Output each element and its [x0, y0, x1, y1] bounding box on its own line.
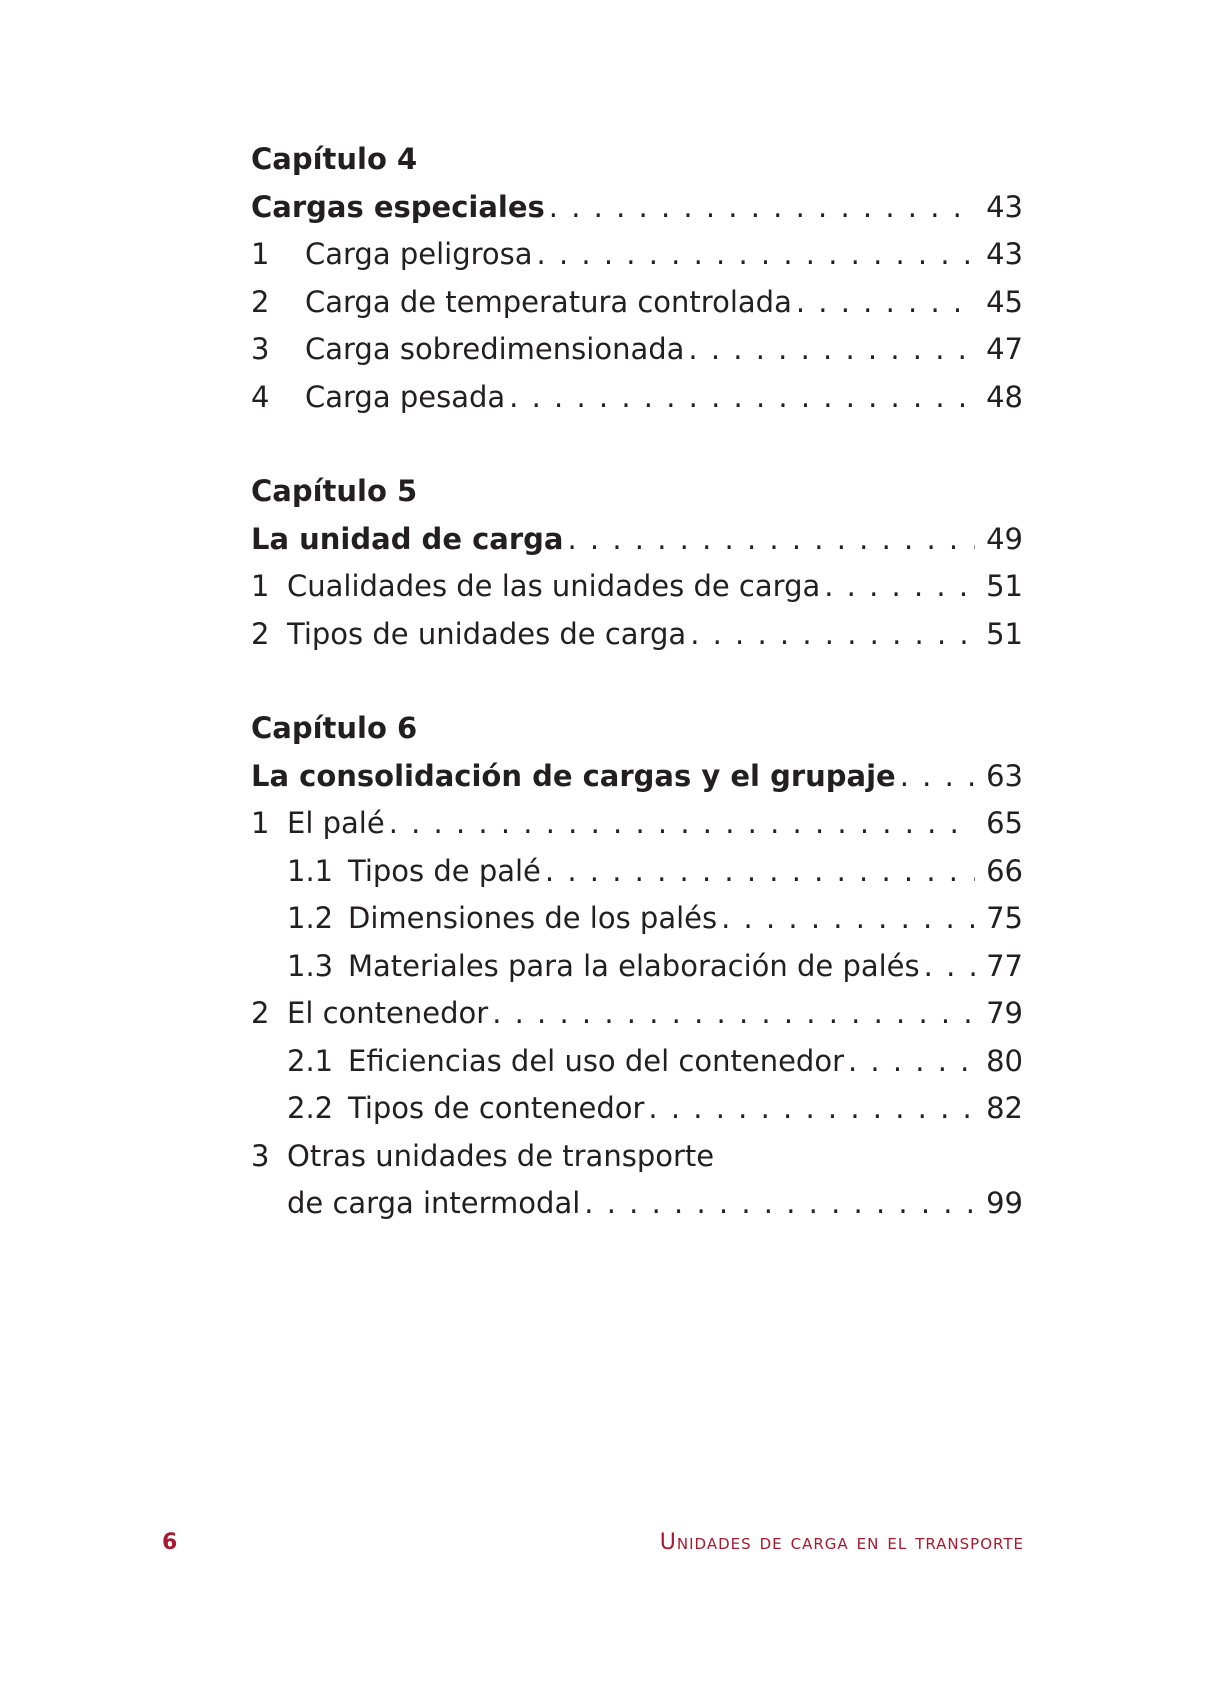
chapter-title: Cargas especiales: [251, 189, 545, 224]
entry-number: 3: [251, 1138, 270, 1173]
page-number: 51: [986, 616, 1023, 651]
entry-number: 2: [251, 616, 270, 651]
leader-dots: [688, 326, 975, 374]
leader-dots: [509, 374, 975, 422]
toc-subentry: [251, 1038, 1023, 1086]
page-number: 65: [986, 806, 1023, 840]
entry-title: Carga sobredimensionada: [305, 332, 685, 366]
entry-title-continuation: de carga intermodal: [287, 1186, 581, 1220]
entry-number: 1: [251, 569, 270, 603]
chapter-title: La unidad de carga: [251, 521, 564, 556]
page-number: 43: [986, 189, 1023, 224]
page-number: 66: [986, 853, 1023, 888]
chapter-label: Capítulo 5: [251, 474, 418, 508]
toc-subentry: [251, 895, 1023, 943]
toc-entry: [251, 279, 1023, 327]
chapter-label: Capítulo 6: [251, 711, 418, 745]
entry-number: 2.1: [287, 1043, 334, 1078]
page-number: 49: [986, 521, 1023, 556]
leader-dots: [796, 279, 975, 327]
entry-number: 1.1: [287, 853, 334, 888]
footer-book-title: Unidades de carga en el transporte: [659, 1530, 1024, 1555]
entry-number: 2.2: [287, 1091, 334, 1125]
toc-entry: [251, 563, 1023, 611]
footer-page-number: 6: [162, 1530, 178, 1555]
page-number: 79: [986, 996, 1023, 1030]
toc-entry: [251, 374, 1023, 422]
chapter-5: [251, 468, 1023, 658]
toc-entry: [251, 611, 1023, 659]
leader-dots: [537, 231, 975, 279]
toc-entry: [251, 800, 1023, 848]
entry-number: 1: [251, 237, 270, 271]
leader-dots: [924, 943, 975, 991]
leader-dots: [545, 848, 975, 896]
entry-title: Tipos de unidades de carga: [287, 616, 687, 651]
leader-dots: [690, 611, 975, 659]
chapter-4: [251, 136, 1023, 421]
page-number: 51: [986, 569, 1023, 603]
chapter-label: Capítulo 4: [251, 142, 418, 176]
page-number: 75: [986, 901, 1023, 935]
page-number: 80: [986, 1043, 1023, 1078]
page-number: 47: [986, 332, 1023, 366]
page-number: 63: [986, 758, 1023, 793]
entry-title: Dimensiones de los palés: [348, 901, 718, 935]
entry-number: 2: [251, 284, 270, 319]
page-number: 77: [986, 948, 1023, 983]
leader-dots: [824, 563, 975, 611]
toc-entry: [251, 990, 1023, 1038]
toc-subentry: [251, 1085, 1023, 1133]
leader-dots: [648, 1085, 975, 1133]
toc-subentry: [251, 848, 1023, 896]
chapter-title: La consolidación de cargas y el grupaje: [251, 758, 896, 793]
entry-number: 3: [251, 332, 270, 366]
chapter-title-row: [251, 184, 1023, 232]
page-number: 43: [986, 237, 1023, 271]
toc-entry: [251, 1133, 1023, 1181]
entry-title: El palé: [287, 806, 385, 840]
page-number: 45: [986, 284, 1023, 319]
page-number: 99: [986, 1186, 1023, 1220]
entry-title: Carga peligrosa: [305, 237, 533, 271]
entry-number: 1: [251, 806, 270, 840]
leader-dots: [721, 895, 975, 943]
leader-dots: [584, 1180, 975, 1228]
leader-dots: [549, 184, 975, 232]
chapter-title-row: [251, 753, 1023, 801]
table-of-contents: [251, 136, 1023, 1275]
entry-number: 2: [251, 996, 270, 1030]
leader-dots: [900, 753, 975, 801]
entry-title: Tipos de contenedor: [348, 1091, 645, 1125]
toc-entry: [251, 326, 1023, 374]
page-footer: [162, 1530, 1024, 1560]
entry-title: Carga de temperatura controlada: [305, 284, 792, 319]
chapter-6: [251, 705, 1023, 1228]
toc-entry-continuation: [251, 1180, 1023, 1228]
entry-title: Carga pesada: [305, 379, 506, 414]
entry-title: Eficiencias del uso del contenedor: [348, 1043, 844, 1078]
entry-title: Otras unidades de transporte: [287, 1138, 715, 1173]
entry-number: 1.2: [287, 901, 334, 935]
entry-title: Tipos de palé: [348, 853, 541, 888]
entry-number: 4: [251, 379, 270, 414]
toc-subentry: [251, 943, 1023, 991]
toc-entry: [251, 231, 1023, 279]
entry-title: El contenedor: [287, 996, 489, 1030]
leader-dots: [567, 516, 975, 564]
chapter-title-row: [251, 516, 1023, 564]
entry-title: Cualidades de las unidades de carga: [287, 569, 821, 603]
entry-number: 1.3: [287, 948, 334, 983]
leader-dots: [492, 990, 975, 1038]
entry-title: Materiales para la elaboración de palés: [348, 948, 920, 983]
page-number: 82: [986, 1091, 1023, 1125]
leader-dots: [389, 800, 975, 848]
page-number: 48: [986, 379, 1023, 414]
leader-dots: [848, 1038, 975, 1086]
